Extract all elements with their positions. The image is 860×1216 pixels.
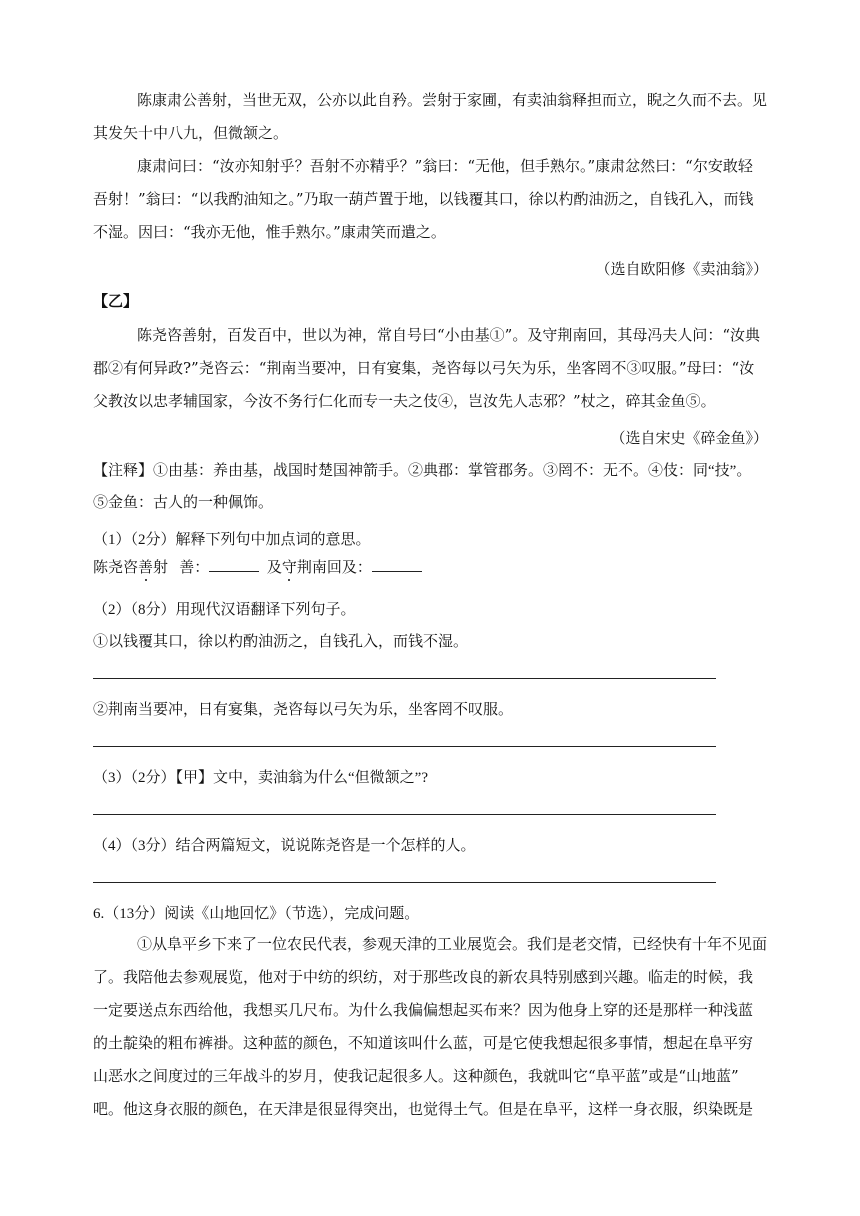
text-line: 的土靛染的粗布裤褂。这种蓝的颜色，不知道该叫什么蓝，可是它使我想起很多事情，想起在阜平穷 bbox=[93, 1034, 754, 1052]
text-line: 陈尧咨善射，百发百中，世以为神，常自号曰“小由基①”。及守荆南回，其母冯夫人问：“汝典 bbox=[137, 326, 761, 344]
text-line: 其发矢十中八九，但微颔之。 bbox=[93, 124, 289, 142]
yi-heading: 【乙】 bbox=[93, 292, 139, 310]
q1-item1-before: 陈尧咨 bbox=[93, 560, 139, 576]
yi-source: （选自宋史《碎金鱼》） bbox=[610, 429, 768, 447]
jia-paragraph-2 bbox=[93, 150, 768, 249]
text-line: 山恶水之间度过的三年战斗的岁月，使我记起很多人。这种颜色，我就叫它“阜平蓝”或是“山地蓝” bbox=[93, 1067, 739, 1085]
question-3-prompt: （3）（2分）【甲】文中，卖油翁为什么“但微颔之”? bbox=[93, 770, 428, 786]
notes-line-2: ⑤金鱼：古人的一种佩饰。 bbox=[93, 495, 274, 511]
q1-item1-label: 善： bbox=[179, 560, 210, 576]
question-6-paragraph bbox=[93, 928, 768, 1126]
text-line: 不湿。因曰：“我亦无他，惟手熟尔。”康肃笑而遣之。 bbox=[93, 223, 446, 241]
question-4-prompt: （4）（3分）结合两篇短文，说说陈尧咨是一个怎样的人。 bbox=[93, 838, 476, 854]
jia-source: （选自欧阳修《卖油翁》） bbox=[595, 260, 768, 278]
q1-item1-dotted-word: 善 bbox=[138, 560, 154, 576]
yi-paragraph bbox=[93, 319, 768, 418]
answer-line[interactable] bbox=[93, 746, 716, 747]
text-line: 吧。他这身衣服的颜色，在天津是很显得突出，也觉得土气。但是在阜平，这样一身衣服，织染既是 bbox=[93, 1100, 754, 1118]
jia-paragraph-1 bbox=[93, 84, 768, 150]
question-2-prompt: （2）（8分）用现代汉语翻译下列句子。 bbox=[93, 602, 356, 618]
text-line: 康肃问曰：“汝亦知射乎？吾射不亦精乎？”翁曰：“无他，但手熟尔。”康肃忿然曰：“尔安敢轻 bbox=[137, 157, 753, 175]
text-line: 陈康肃公善射，当世无双，公亦以此自矜。尝射于家圃，有卖油翁释担而立，睨之久而不去。见 bbox=[137, 91, 768, 109]
q1-answer-blank-2[interactable] bbox=[372, 557, 422, 572]
question-2-sentence-2: ②荆南当要冲，日有宴集，尧咨每以弓矢为乐，坐客罔不叹服。 bbox=[93, 702, 514, 718]
question-1-items bbox=[93, 556, 422, 577]
text-line: 一定要送点东西给他，我想买几尺布。为什么我偏偏想起买布来？因为他身上穿的还是那样一种浅蓝 bbox=[93, 1001, 754, 1019]
text-line: 了。我陪他去参观展览，他对于中纺的织纺，对于那些改良的新农具特别感到兴趣。临走的时候，我 bbox=[93, 968, 754, 986]
q1-item2-dotted-word: 守 bbox=[281, 560, 297, 576]
q1-item1-after: 射 bbox=[153, 560, 169, 576]
question-1-prompt: （1）（2分）解释下列句中加点词的意思。 bbox=[93, 532, 371, 548]
answer-line[interactable] bbox=[93, 678, 716, 679]
text-line: ①从阜平乡下来了一位农民代表，参观天津的工业展览会。我们是老交情，已经快有十年不见面 bbox=[137, 935, 768, 953]
question-6-prompt: 6.（13分）阅读《山地回忆》（节选），完成问题。 bbox=[93, 906, 420, 922]
q1-item2-before: 及 bbox=[266, 560, 282, 576]
text-line: 郡②有何异政?”尧咨云：“荆南当要冲，日有宴集，尧咨每以弓矢为乐，坐客罔不③叹服。”母曰：“汝 bbox=[93, 359, 755, 377]
answer-line[interactable] bbox=[93, 814, 716, 815]
q1-item2-after: 荆南回及： bbox=[296, 560, 372, 576]
q1-answer-blank-1[interactable] bbox=[209, 557, 259, 572]
answer-line[interactable] bbox=[93, 882, 716, 883]
notes-line-1: 【注释】①由基：养由基，战国时楚国神箭手。②典郡：掌管郡务。③罔不：无不。④伎：同“技”。 bbox=[93, 463, 752, 479]
text-line: 父教汝以忠孝辅国家，今汝不务行仁化而专一夫之伎④，岂汝先人志邪？”杖之，碎其金鱼⑤。 bbox=[93, 392, 716, 410]
question-2-sentence-1: ①以钱覆其口，徐以杓酌油沥之，自钱孔入，而钱不湿。 bbox=[93, 634, 469, 650]
text-line: 吾射！”翁曰：“以我酌油知之。”乃取一葫芦置于地，以钱覆其口，徐以杓酌油沥之，自钱孔入，而钱 bbox=[93, 190, 754, 208]
